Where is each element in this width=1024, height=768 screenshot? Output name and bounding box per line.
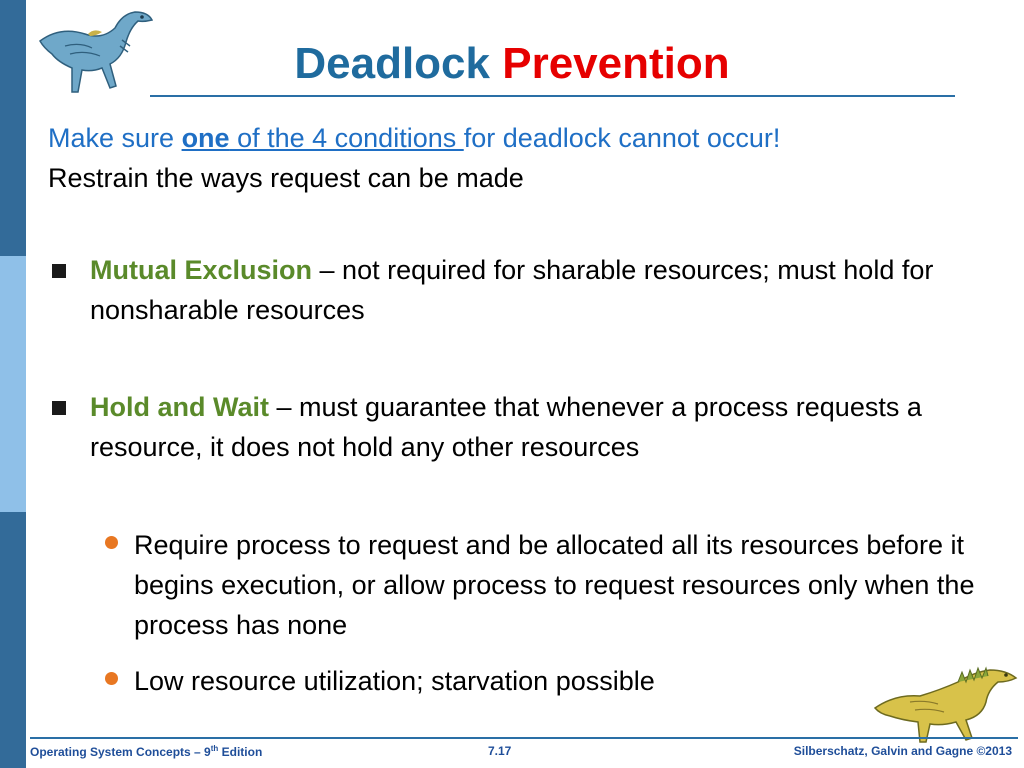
intro-line-1-a: Make sure: [48, 123, 182, 153]
intro-text: [48, 118, 780, 198]
intro-line-1-c: for deadlock cannot occur!: [463, 123, 781, 153]
dinosaur-bottom-icon: [870, 660, 1020, 745]
side-bar-segment-bottom: [0, 512, 26, 768]
footer-left-b: Edition: [218, 745, 263, 759]
intro-underlined-phrase: [182, 123, 464, 153]
title-part-deadlock: Deadlock: [294, 39, 490, 88]
bullet-text: [90, 250, 970, 330]
round-bullet-icon: [105, 536, 118, 549]
footer-book-title: [30, 744, 262, 759]
subbullet-text: Require process to request and be allocated all its resources before it begins execution, or allow process to request resources only when the process has none: [134, 530, 975, 640]
intro-bold-one: one: [181, 123, 230, 153]
slide-title: [0, 36, 1024, 92]
square-bullet-icon: [52, 401, 66, 415]
bullet-term: Mutual Exclusion: [90, 255, 313, 285]
subbullet-text: Low resource utilization; starvation possible: [134, 666, 655, 696]
bullet-mutual-exclusion: [52, 250, 970, 330]
title-divider: [150, 95, 955, 97]
intro-underlined-text: of the 4 conditions: [229, 123, 464, 153]
title-part-prevention: Prevention: [502, 39, 730, 88]
footer-divider: [30, 737, 1018, 739]
footer-authors: Silberschatz, Galvin and Gagne ©2013: [793, 744, 1012, 758]
footer-left-a: Operating System Concepts – 9: [30, 745, 211, 759]
side-bar-segment-middle: [0, 256, 26, 512]
round-bullet-icon: [105, 672, 118, 685]
square-bullet-icon: [52, 264, 66, 278]
footer-page-number: 7.17: [488, 744, 512, 758]
bullet-text: [90, 387, 970, 467]
bullet-hold-and-wait: [52, 387, 970, 467]
intro-line-1: [48, 118, 780, 158]
footer-left-sup: th: [210, 744, 219, 753]
subbullet-low-utilization: [105, 661, 985, 701]
bullet-term: Hold and Wait: [90, 392, 269, 422]
intro-line-2: Restrain the ways request can be made: [48, 163, 524, 193]
side-bar: [0, 0, 26, 768]
subbullet-require-all-resources: [105, 525, 985, 645]
bullet-description: – not required for sharable resources; must hold for nonsharable resources: [90, 255, 934, 325]
bullet-description: – must guarantee that whenever a process requests a resource, it does not hold any other resources: [90, 392, 922, 462]
